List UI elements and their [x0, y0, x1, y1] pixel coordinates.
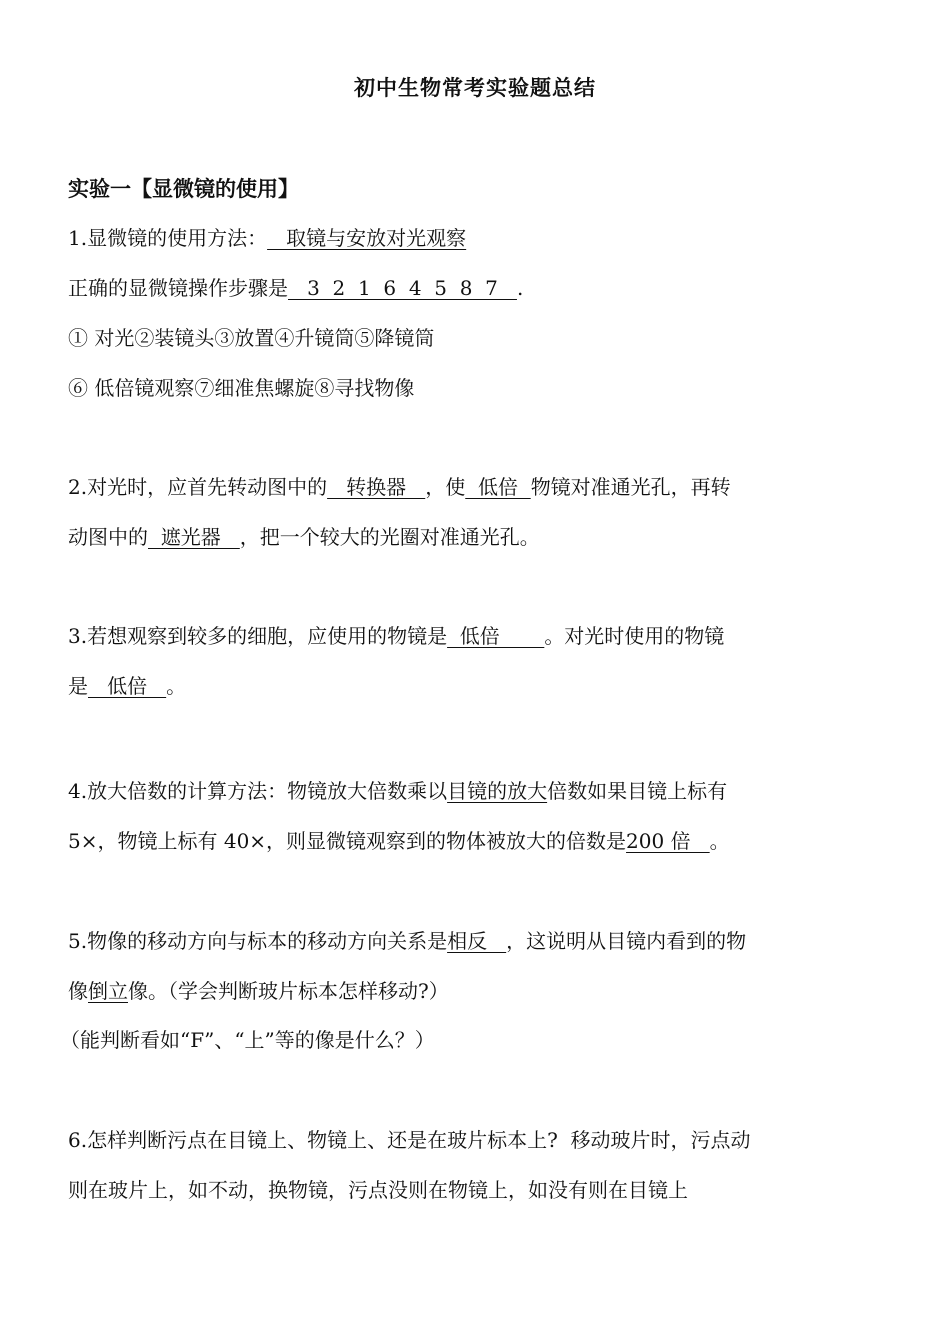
q5-line1 — [68, 926, 746, 956]
q5-line2 — [68, 976, 449, 1006]
q1-steps-answer: 3 2 1 6 4 5 8 7 — [288, 276, 517, 300]
q2-blank3: 遮光器 — [148, 525, 240, 549]
document-title: 初中生物常考实验题总结 — [354, 76, 596, 100]
q2-part3: 物镜对准通光孔，再转 — [530, 475, 731, 499]
q1-steps-prefix: 正确的显微镜操作步骤是 — [68, 276, 288, 300]
q6-line2: 则在玻片上，如不动，换物镜，污点没则在物镜上，如没有则在目镜上 — [68, 1178, 688, 1202]
q3-part2: 。对光时使用的物镜 — [544, 624, 725, 648]
q4-blank2: 200 倍 — [626, 829, 710, 853]
q3-blank2: 低倍 — [88, 674, 167, 698]
section-heading: 实验一【显微镜的使用】 — [68, 177, 299, 201]
q4-blank1: 目镜的放大 — [447, 779, 548, 803]
q4-line2 — [68, 826, 730, 856]
q1-options-line1: ① 对光②装镜头③放置④升镜筒⑤降镜筒 — [68, 326, 435, 350]
q1-prefix: 1.显微镜的使用方法： — [68, 226, 268, 250]
q3-line2 — [68, 671, 186, 701]
q3-part1: 3.若想观察到较多的细胞，应使用的物镜是 — [68, 624, 448, 648]
q5-blank2: 倒立 — [88, 979, 128, 1003]
q4-part2: 倍数如果目镜上标有 — [547, 779, 728, 803]
q1-steps-line — [68, 273, 523, 303]
q3-line1 — [68, 621, 724, 651]
q5-part4: 像。（学会判断玻片标本怎样移动?） — [128, 979, 449, 1003]
q4-part3: 5×，物镜上标有 40×，则显微镜观察到的物体被放大的倍数是 — [68, 829, 627, 853]
q1-steps-suffix: . — [516, 276, 524, 300]
q1-answer: 取镜与安放对光观察 — [267, 226, 467, 250]
q3-blank1: 低倍 — [447, 624, 545, 648]
q2-part2: ，使 — [425, 475, 466, 499]
q2-blank2: 低倍 — [465, 475, 531, 499]
q4-line1 — [68, 776, 727, 806]
q1-options-line2: ⑥ 低倍镜观察⑦细准焦螺旋⑧寻找物像 — [68, 376, 415, 400]
q2-line1 — [68, 472, 731, 502]
q1-line — [68, 223, 466, 253]
q2-part5: ，把一个较大的光圈对准通光孔。 — [239, 525, 540, 549]
q2-blank1: 转换器 — [327, 475, 426, 499]
q6-line1: 6.怎样判断污点在目镜上、物镜上、还是在玻片标本上? 移动玻片时，污点动 — [68, 1128, 751, 1152]
q5-line3: （能判断看如“F”、“上”等的像是什么？） — [60, 1028, 435, 1052]
q5-blank1: 相反 — [447, 929, 507, 953]
q2-line2 — [68, 522, 540, 552]
q3-part4: 。 — [166, 674, 187, 698]
q5-part1: 5.物像的移动方向与标本的移动方向关系是 — [68, 929, 448, 953]
q2-part4: 动图中的 — [68, 525, 148, 549]
q5-part2: ，这说明从目镜内看到的物 — [506, 929, 747, 953]
q3-part3: 是 — [68, 674, 88, 698]
q2-part1: 2.对光时，应首先转动图中的 — [68, 475, 328, 499]
q4-part4: 。 — [709, 829, 730, 853]
q4-part1: 4.放大倍数的计算方法：物镜放大倍数乘以 — [68, 779, 448, 803]
q5-part3: 像 — [68, 979, 88, 1003]
